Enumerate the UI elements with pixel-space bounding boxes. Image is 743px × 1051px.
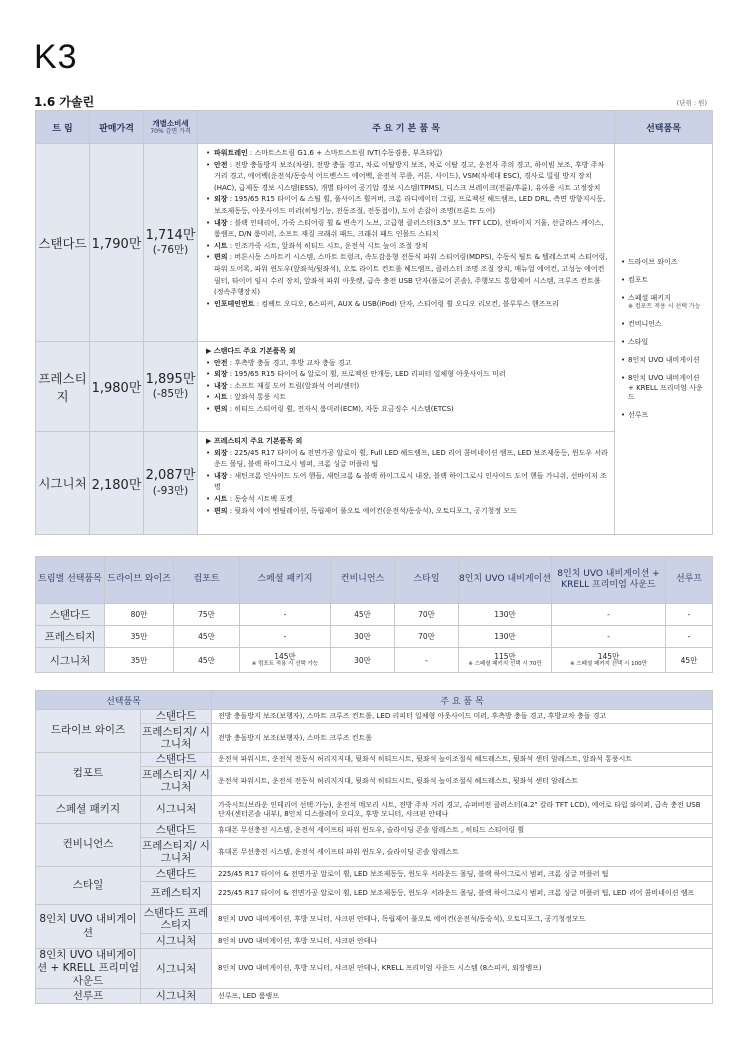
- feature-list: [198, 144, 615, 342]
- feature-item: • 외장 : 225/45 R17 타이어 & 전면가공 알로이 휠, Full LED 헤드램프, LED 리어 콤비네이션 램프, LED 보조제동등, 윈도우 서라운드 몰딩, 블랙 하이그로시 범퍼, 크롬 싱글 머플러 팁: [206, 448, 608, 469]
- detail-trim: 시그니처: [141, 989, 212, 1004]
- option-col-header: 컴포트: [174, 557, 240, 604]
- option-price-table: [35, 556, 713, 673]
- detail-items: 선루프, LED 룸램프: [212, 989, 713, 1004]
- trim-name: 프레스티지: [36, 342, 90, 432]
- detail-items: 휴대폰 무선충전 시스템, 운전석 세이프티 파워 윈도우, 슬라이딩 콘솔 암레스트 , 히티드 스티어링 휠: [212, 824, 713, 838]
- detail-header-items: 주 요 품 목: [212, 691, 713, 710]
- detail-trim: 프레스티지: [141, 882, 212, 905]
- feature-item: • 시트 : 인조가죽 시트, 앞좌석 히티드 시트, 운전석 시트 높이 조절 장치: [206, 241, 428, 250]
- option-col-header: 8인치 UVO 내비게이션: [459, 557, 552, 604]
- detail-option-name: 스타일: [36, 867, 141, 905]
- option-item: • 선루프: [621, 410, 649, 419]
- trim-tax-price: 2,087만 (-93만): [144, 432, 198, 535]
- option-row-trim: 스탠다드: [36, 604, 105, 626]
- option-price-cell: 75만: [174, 604, 240, 626]
- detail-option-name: 8인치 UVO 내비게이션: [36, 905, 141, 949]
- detail-option-name: 스페셜 패키지: [36, 796, 141, 824]
- option-price-cell: 45만: [174, 626, 240, 648]
- detail-option-name: 선루프: [36, 989, 141, 1004]
- detail-items: 운전석 파워시트, 운전석 전동식 허리지지대, 뒷좌석 히티드시트, 뒷좌석 높이조절식 헤드레스트, 뒷좌석 센터 암레스트: [212, 767, 713, 796]
- detail-items: 225/45 R17 타이어 & 전면가공 알로이 휠, LED 보조제동등, 윈도우 서라운드 몰딩, 블랙 하이그로시 범퍼, 크롬 싱글 머플러 팁, LED 리어 콤비네이션 램프: [212, 882, 713, 905]
- trim-name: 시그니처: [36, 432, 90, 535]
- feature-item: • 파워트레인 : 스마트스트림 G1.6 + 스마트스트림 IVT(수동겸용, 부츠타입): [206, 149, 443, 157]
- option-detail-table: [35, 690, 713, 1004]
- feature-item: • 편의 : 뒷좌석 에어 벤틸레이션, 독립제어 풀오토 에어컨(운전석/동승석), 오토디포그, 공기청정 모드: [206, 506, 517, 515]
- option-price-cell: 30만: [331, 626, 395, 648]
- detail-trim: 프레스티지/ 시그니처: [141, 724, 212, 753]
- detail-option-name: 드라이브 와이즈: [36, 710, 141, 753]
- feature-list: [198, 432, 615, 535]
- option-price-cell: 145만 ※ 컴포트 적용 시 선택 가능: [240, 648, 331, 673]
- option-col-header: 8인치 UVO 내비게이션 + KRELL 프리미엄 사운드: [552, 557, 666, 604]
- option-col-header: 트림별 선택품목: [36, 557, 105, 604]
- option-item: • 8인치 UVO 내비게이션 + KRELL 프리미엄 사운드: [621, 374, 703, 401]
- option-row-trim: 프레스티지: [36, 626, 105, 648]
- option-price-cell: 35만: [105, 626, 174, 648]
- header-features: 주 요 기 본 품 목: [198, 111, 615, 144]
- detail-trim: 스탠다드: [141, 867, 212, 882]
- header-tax-price: 개별소비세 70% 감면 가격: [144, 111, 198, 144]
- trim-price: 1,790만: [90, 144, 144, 342]
- option-price-cell: -: [240, 604, 331, 626]
- option-price-cell: 45만: [666, 648, 713, 673]
- detail-trim: 스탠다드: [141, 824, 212, 838]
- option-col-header: 선루프: [666, 557, 713, 604]
- feature-item: • 안전 : 후측방 충돌 경고, 후방 교차 충돌 경고: [206, 358, 352, 367]
- header-price: 판매가격: [90, 111, 144, 144]
- detail-items: 운전석 파워시트, 운전석 전동식 허리지지대, 뒷좌석 히티드시트, 뒷좌석 높이조절식 헤드레스트, 뒷좌석 센터 암레스트, 앞좌석 통풍시트: [212, 753, 713, 767]
- option-price-cell: 130만: [459, 626, 552, 648]
- option-item: • 스페셜 패키지 ※ 컴포트 적용 시 선택 가능: [621, 294, 701, 311]
- detail-items: 가죽시트(브라운 인테리어 선택 가능), 운전석 메모리 시트, 전방 주차 거리 경고, 슈퍼비전 클러스터(4.2" 칼라 TFT LCD), 에어로 타입 와이퍼, 급속 충전 USB 단자(센터콘솔 내부), 8인치 디스플레이 오디오, 후방 모니터, 샤크핀 안테나: [212, 796, 713, 824]
- detail-option-name: 컴포트: [36, 753, 141, 796]
- header-options: 선택품목: [615, 111, 713, 144]
- model-title: K3: [34, 38, 78, 76]
- feature-item: • 내장 : 새틴크롬 인사이드 도어 핸들, 새틴크롬 & 블랙 하이그로시 내장, 블랙 하이그로시 인사이드 도어 핸들 가니쉬, 선바이저 조명: [206, 471, 607, 492]
- option-price-cell: 115만 ※ 스페셜 패키지 선택 시 70만: [459, 648, 552, 673]
- option-price-cell: 70만: [395, 626, 459, 648]
- option-price-cell: 45만: [331, 604, 395, 626]
- option-col-header: 스타일: [395, 557, 459, 604]
- trim-tax-price: 1,895만 (-85만): [144, 342, 198, 432]
- option-item: • 스타일: [621, 338, 649, 347]
- option-price-cell: -: [666, 604, 713, 626]
- detail-items: 전방 충돌방지 보조(보행자), 스마트 크루즈 컨트롤, LED 리피터 일체형 아웃사이드 미러, 후측방 충돌 경고, 후방교차 충돌 경고: [212, 710, 713, 724]
- detail-trim: 시그니처: [141, 949, 212, 989]
- trim-price-table: [35, 110, 713, 535]
- option-price-cell: -: [240, 626, 331, 648]
- detail-trim: 스탠다드: [141, 753, 212, 767]
- option-item: • 8인치 UVO 내비게이션: [621, 356, 700, 365]
- detail-trim: 프레스티지/ 시그니처: [141, 838, 212, 867]
- option-row-trim: 시그니처: [36, 648, 105, 673]
- option-price-cell: 45만: [174, 648, 240, 673]
- trim-price: 1,980만: [90, 342, 144, 432]
- detail-trim: 스탠다드 프레스티지: [141, 905, 212, 934]
- feature-item: • 내장 : 소프트 재질 도어 트림(앞좌석 어퍼/센터): [206, 381, 360, 390]
- option-item: • 드라이브 와이즈: [621, 258, 678, 267]
- option-item: • 컴포트: [621, 276, 649, 285]
- option-col-header: 스페셜 패키지: [240, 557, 331, 604]
- feature-item: • 시트 : 동승석 시트백 포켓: [206, 494, 293, 503]
- option-price-cell: 130만: [459, 604, 552, 626]
- option-col-header: 드라이브 와이즈: [105, 557, 174, 604]
- detail-option-name: 8인치 UVO 내비게이션 + KRELL 프리미엄 사운드: [36, 949, 140, 988]
- feature-item: • 편의 : 히티드 스티어링 휠, 전자식 룸미러(ECM), 자동 요금징수 시스템(ETCS): [206, 404, 454, 413]
- detail-items: 225/45 R17 타이어 & 전면가공 알로이 휠, LED 보조제동등, 윈도우 서라운드 몰딩, 블랙 하이그로시 범퍼, 크롬 싱글 머플러 팁: [212, 867, 713, 882]
- detail-items: 8인치 UVO 내비게이션, 후방 모니터, 샤크핀 안테나, KRELL 프리미엄 사운드 시스템 (8스피커, 외장앰프): [212, 949, 713, 989]
- feature-item: • 내장 : 블랙 인테리어, 가죽 스티어링 휠 & 변속기 노브, 고급형 클러스터(3.5" 모노 TFT LCD), 선바이저 거울, 선글라스 케이스, 룸램프, D/N 룸미러, 소프트 재질 크래쉬 패드, 크래쉬 패드 인몰드 스티치: [206, 218, 604, 239]
- header-trim: 트 림: [36, 111, 90, 144]
- detail-trim: 스탠다드: [141, 710, 212, 724]
- detail-header-option: 선택품목: [36, 691, 212, 710]
- option-price-cell: 145만 ※ 스페셜 패키지 선택 시 100만: [552, 648, 666, 673]
- unit-note: (단위 : 원): [676, 99, 707, 107]
- feature-item: • 안전 : 전방 충돌방지 보조(차량), 전방 충돌 경고, 차로 이탈방지 보조, 차로 이탈 경고, 운전자 주의 경고, 하이빔 보조, 후방 주차 거리 경고, 에어백(운전석/동승석 어드밴스드 에어백, 운전석 무릎, 커튼, 사이드), VSM(차세대 ESC), 경사로 밀림 방지 장치(HAC), 급제동 경보 시스템(ESS), 개별 타이어 공기압 경보 시스템(TPMS), 디스크 브레이크(전륜/후륜), 유아용 시트 고정장치: [206, 160, 605, 192]
- option-item: • 컨비니언스: [621, 320, 662, 329]
- detail-trim: 시그니처: [141, 934, 212, 949]
- option-price-cell: 80만: [105, 604, 174, 626]
- detail-trim: 프레스티지/ 시그니처: [141, 767, 212, 796]
- option-list: [615, 144, 713, 535]
- option-price-cell: -: [395, 648, 459, 673]
- option-price-cell: 30만: [331, 648, 395, 673]
- engine-subtitle: 1.6 가솔린: [34, 95, 95, 109]
- detail-trim: 시그니처: [141, 796, 212, 824]
- feature-head: ▶ 프레스티지 주요 기본품목 외: [206, 437, 303, 445]
- trim-name: 스탠다드: [36, 144, 90, 342]
- feature-item: • 외장 : 195/65 R15 타이어 & 스틸 휠, 풀사이즈 휠커버, 크롬 라디에이터 그릴, 프로젝션 헤드램프, LED DRL, 측면 방향지시등, 보조제동등, 아웃사이드 미러(히팅기능, 전동조절, 전동접이), 도어 손잡이 조명(프론트 도어): [206, 195, 606, 215]
- detail-items: 전방 충돌방지 보조(보행자), 스마트 크루즈 컨트롤: [212, 724, 713, 753]
- feature-item: • 인포테인먼트 : 컴팩트 오디오, 6스피커, AUX & USB(iPod) 단자, 스티어링 휠 오디오 리모컨, 블루투스 핸즈프리: [206, 299, 559, 308]
- option-col-header: 컨비니언스: [331, 557, 395, 604]
- feature-item: • 시트 : 앞좌석 통풍 시트: [206, 393, 287, 402]
- trim-tax-price: 1,714만 (-76만): [144, 144, 198, 342]
- detail-items: 8인치 UVO 내비게이션, 후방 모니터, 샤크핀 안테나, 독립제어 풀오토 에어컨(운전석/동승석), 오토디포그, 공기청정모드: [212, 905, 713, 934]
- trim-price: 2,180만: [90, 432, 144, 535]
- detail-items: 8인치 UVO 내비게이션, 후방 모니터, 샤크핀 안테나: [212, 934, 713, 949]
- option-price-cell: -: [552, 604, 666, 626]
- detail-option-name: 컨비니언스: [36, 824, 141, 867]
- option-price-cell: 70만: [395, 604, 459, 626]
- option-price-cell: 35만: [105, 648, 174, 673]
- detail-items: 휴대폰 무선충전 시스템, 운전석 세이프티 파워 윈도우, 슬라이딩 콘솔 암레스트: [212, 838, 713, 867]
- option-price-cell: -: [666, 626, 713, 648]
- feature-item: • 외장 : 195/65 R15 타이어 & 알로이 휠, 프로젝션 안개등, LED 리피터 일체형 아웃사이드 미러: [206, 370, 506, 379]
- feature-item: • 편의 : 버튼시동 스마트키 시스템, 스마트 트렁크, 속도감응형 전동식 파워 스티어링(MDPS), 수동식 틸트 & 텔레스코픽 스티어링, 파워 도어록, 파워 윈도우(앞좌석/뒷좌석), 오토 라이트 컨트롤 헤드램프, 클러스터 조명 조절 장치, 매뉴얼 에어컨, 고성능 에어컨 필터, 타이어 임시 수리 장치, 앞좌석 파워 아웃렛, 급속 충전 USB 단자(플로어 콘솔), 주행모드 통합제어 시스템, 크루즈 컨트롤(정속주행장치): [206, 253, 608, 297]
- option-price-cell: -: [552, 626, 666, 648]
- feature-head: ▶ 스탠다드 주요 기본품목 외: [206, 347, 296, 355]
- feature-list: [198, 342, 615, 432]
